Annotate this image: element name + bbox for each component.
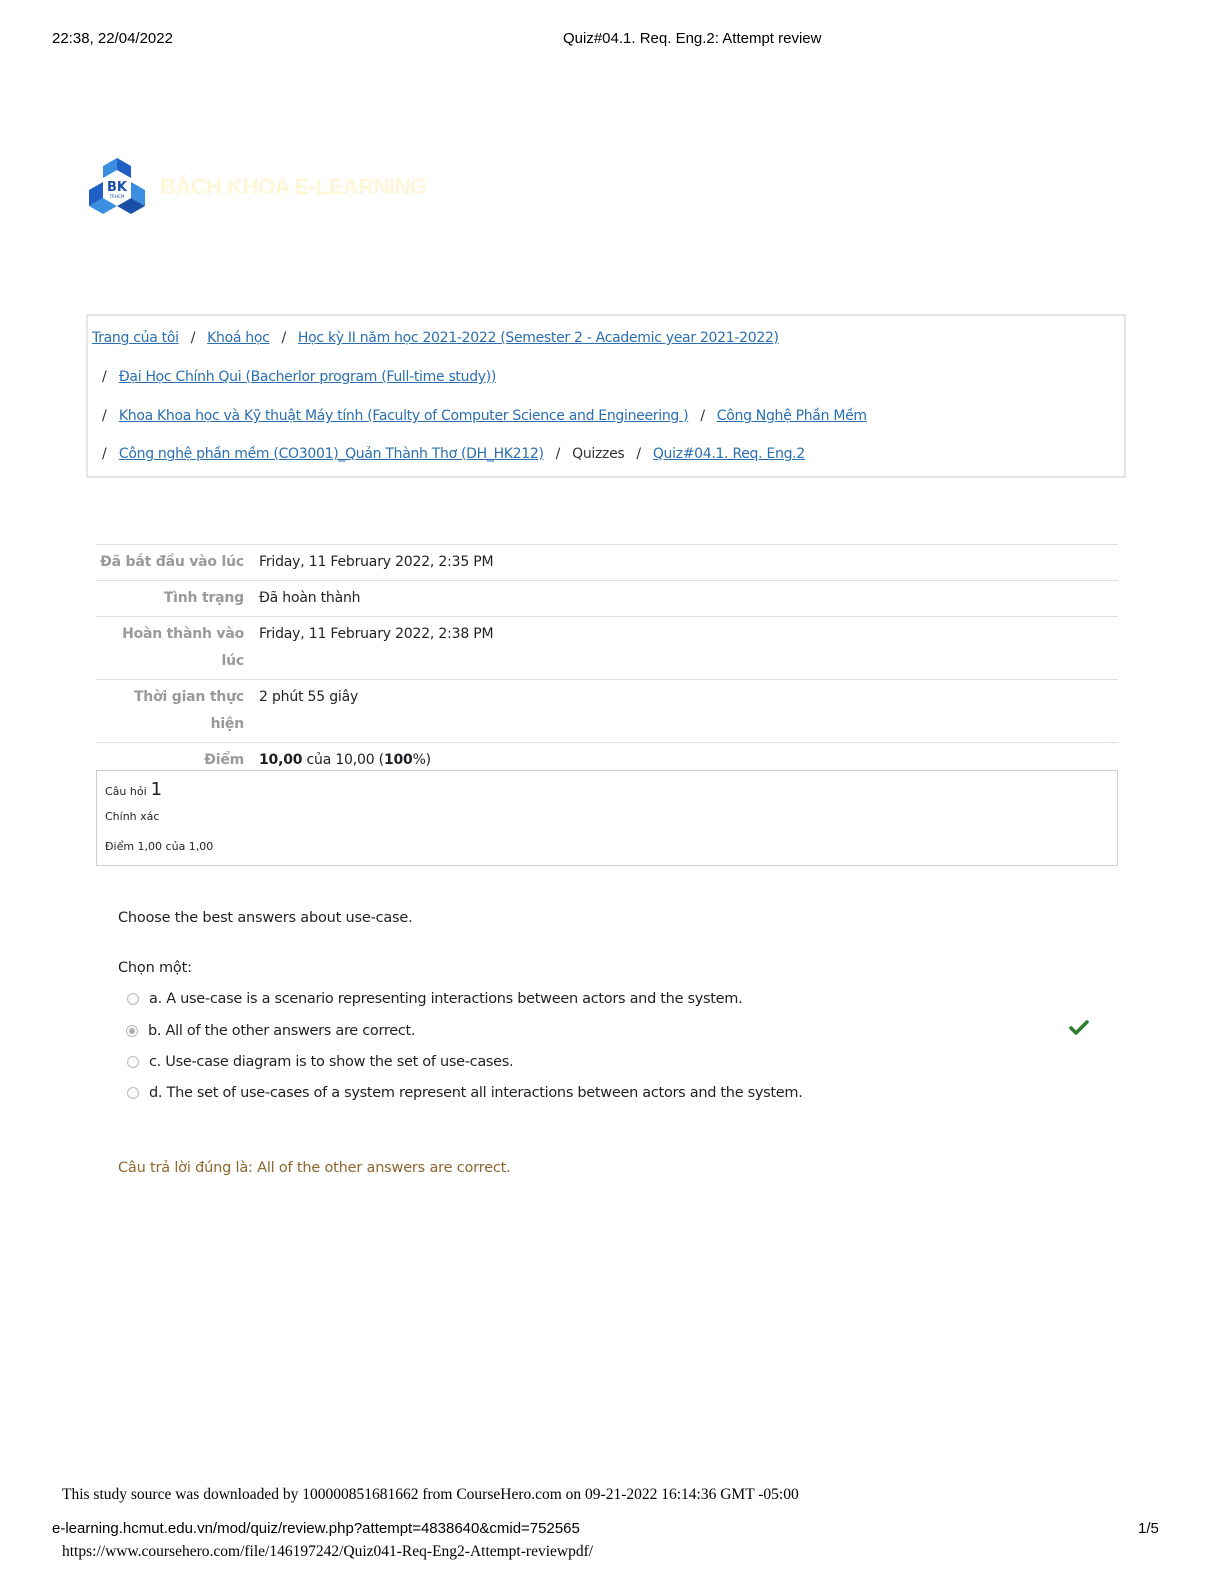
breadcrumb-separator: / — [700, 408, 705, 424]
question-text: Choose the best answers about use-case. — [118, 910, 413, 926]
summary-label: Hoàn thành vào lúc — [122, 626, 244, 669]
option-label: c. Use-case diagram is to show the set of use-cases. — [149, 1054, 514, 1070]
summary-value: Friday, 11 February 2022, 2:38 PM — [259, 626, 494, 642]
coursehero-download-note: This study source was downloaded by 100000851681662 from CourseHero.com on 09-21-2022 16:14:36 GMT -05:00 — [62, 1486, 799, 1503]
breadcrumb-separator: / — [102, 446, 107, 462]
breadcrumb-link-courses[interactable]: Khoá học — [207, 330, 270, 346]
breadcrumb — [86, 314, 1126, 478]
site-logo[interactable] — [88, 156, 427, 218]
option-label: b. All of the other answers are correct. — [148, 1023, 416, 1039]
answer-option-d[interactable] — [127, 1085, 803, 1101]
bk-logo-icon — [88, 156, 146, 218]
breadcrumb-link-department[interactable]: Công Nghệ Phần Mềm — [716, 408, 867, 424]
coursehero-url: https://www.coursehero.com/file/146197242/Quiz041-Req-Eng2-Attempt-reviewpdf/ — [62, 1543, 594, 1560]
breadcrumb-link-my-home[interactable]: Trang của tôi — [92, 330, 179, 346]
breadcrumb-separator: / — [555, 446, 561, 462]
question-grade: Điểm 1,00 của 1,00 — [105, 840, 214, 853]
attempt-summary-table — [96, 544, 1118, 778]
check-icon — [1069, 1020, 1089, 1036]
summary-label: Thời gian thực hiện — [133, 689, 244, 732]
answer-option-a[interactable] — [127, 991, 742, 1007]
summary-value: 2 phút 55 giây — [259, 689, 359, 705]
summary-row-state — [96, 581, 1118, 617]
print-title: Quiz#04.1. Req. Eng.2: Attempt review — [563, 30, 822, 47]
breadcrumb-separator: / — [102, 369, 107, 385]
summary-label: Tình trạng — [163, 590, 244, 606]
radio-d[interactable] — [127, 1087, 139, 1099]
option-label: a. A use-case is a scenario representing interactions between actors and the system. — [149, 991, 743, 1007]
breadcrumb-item-quizzes: Quizzes — [572, 446, 625, 462]
summary-row-started — [96, 545, 1118, 581]
summary-value: Đã hoàn thành — [259, 590, 361, 606]
breadcrumb-link-program[interactable]: Đại Học Chính Qui (Bacherlor program (Full-time study)) — [118, 369, 497, 385]
radio-c[interactable] — [127, 1056, 139, 1068]
summary-value: 10,00 của 10,00 (100%) — [259, 752, 431, 768]
breadcrumb-link-semester[interactable]: Học kỳ II năm học 2021-2022 (Semester 2 - Academic year 2021-2022) — [297, 330, 779, 346]
summary-value: Friday, 11 February 2022, 2:35 PM — [259, 554, 494, 570]
summary-row-time-taken — [96, 680, 1118, 743]
radio-b[interactable] — [126, 1025, 138, 1037]
svg-text:TP.HCM: TP.HCM — [109, 194, 125, 199]
breadcrumb-separator: / — [102, 408, 107, 424]
breadcrumb-link-faculty[interactable]: Khoa Khoa học và Kỹ thuật Máy tính (Faculty of Computer Science and Engineering ) — [118, 408, 689, 424]
answer-prompt: Chọn một: — [118, 960, 192, 976]
answer-option-b[interactable] — [126, 1023, 415, 1039]
print-datetime: 22:38, 22/04/2022 — [52, 30, 173, 47]
breadcrumb-separator: / — [281, 330, 286, 346]
question-state: Chính xác — [105, 810, 160, 823]
breadcrumb-link-quiz[interactable]: Quiz#04.1. Req. Eng.2 — [652, 446, 805, 462]
site-name: BÁCH KHOA E-LEARNING — [160, 174, 427, 199]
svg-text:BK: BK — [107, 180, 127, 195]
question-number: Câu hỏi 1 — [105, 779, 163, 800]
breadcrumb-link-course[interactable]: Công nghệ phần mềm (CO3001)_Quản Thành Thơ (DH_HK212) — [118, 446, 544, 462]
option-label: d. The set of use-cases of a system represent all interactions between actors and the system. — [149, 1085, 803, 1101]
print-page-number: 1/5 — [1138, 1520, 1159, 1537]
summary-label: Điểm — [204, 752, 244, 768]
print-page-url: e-learning.hcmut.edu.vn/mod/quiz/review.php?attempt=4838640&cmid=752565 — [52, 1520, 580, 1537]
summary-label: Đã bắt đầu vào lúc — [100, 554, 244, 570]
radio-a[interactable] — [127, 993, 139, 1005]
summary-row-completed — [96, 617, 1118, 680]
breadcrumb-separator: / — [636, 446, 641, 462]
right-answer-feedback: Câu trả lời đúng là: All of the other answers are correct. — [118, 1160, 511, 1176]
answer-option-c[interactable] — [127, 1054, 513, 1070]
breadcrumb-separator: / — [190, 330, 196, 346]
question-info-box — [96, 770, 1118, 866]
